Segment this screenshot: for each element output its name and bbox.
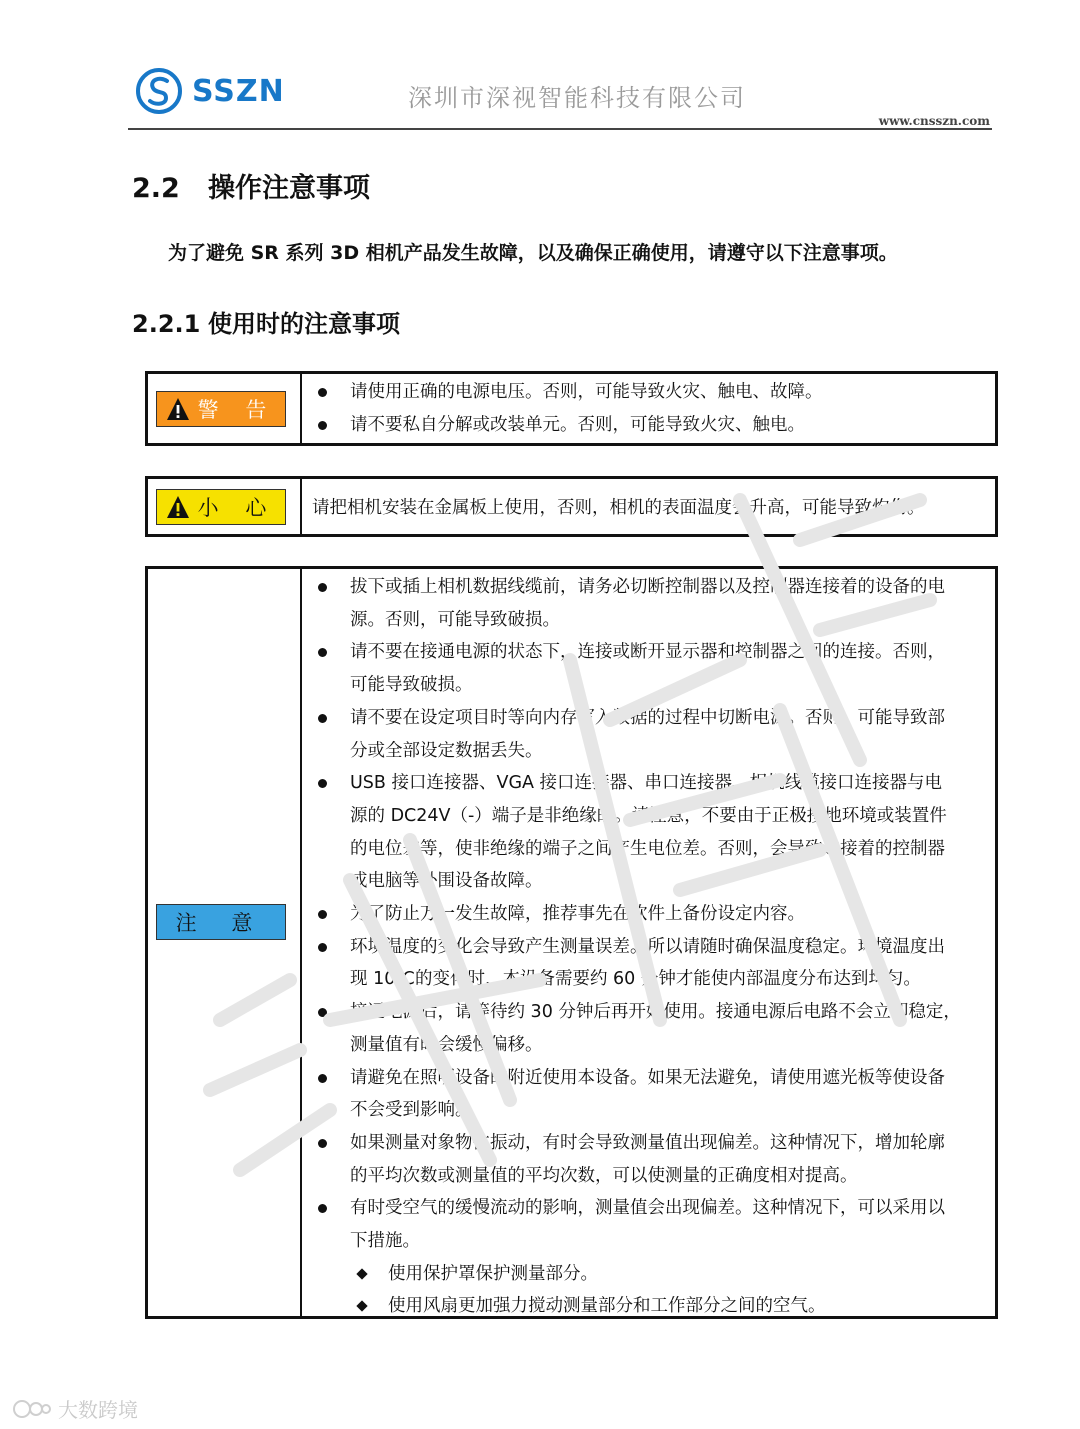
sub-list-item: 使用风扇更加强力搅动测量部分和工作部分之间的空气。 (308, 1290, 987, 1323)
warning-triangle-icon (166, 397, 190, 421)
warning-badge (156, 391, 286, 427)
section-title: 操作注意事项 (208, 173, 370, 204)
list-item-line: 现 10℃的变化时，本设备需要约 60 分钟才能使内部温度分布达到均匀。 (350, 969, 921, 990)
list-item-line: 的电位差等，使非绝缘的端子之间产生电位差。否则，会导致连接着的控制器 (350, 838, 945, 859)
list-item-line: 可能导致破损。 (350, 675, 473, 696)
list-item-line: 有时受空气的缓慢流动的影响，测量值会出现偏差。这种情况下，可以采用以 (350, 1198, 945, 1219)
diamond-bullet-icon (356, 1301, 367, 1312)
website-url: www.cnsszn.com (878, 114, 990, 128)
list-item-line: 不会受到影响。 (350, 1100, 473, 1121)
section-intro: 为了避免 SR 系列 3D 相机产品发生故障，以及确保正确使用，请遵守以下注意事项。 (168, 242, 898, 264)
logo-text: SSZN (192, 74, 285, 109)
bullet-icon (318, 648, 327, 657)
bullet-icon (318, 779, 327, 788)
note-label-cell (148, 569, 302, 1316)
bullet-icon (318, 1139, 327, 1148)
list-item-line: 源的 DC24V（-）端子是非绝缘的。请注意，不要由于正极接地环境或装置件 (350, 805, 947, 826)
list-item-line: 分或全部设定数据丢失。 (350, 740, 543, 761)
list-item (308, 996, 987, 1061)
caution-label-cell (148, 479, 302, 534)
caution-badge (156, 489, 286, 525)
note-label: 注 意 (175, 911, 267, 935)
bullet-icon (318, 1074, 327, 1083)
list-item (308, 1127, 987, 1192)
list-item (308, 571, 987, 636)
list-item: 请使用正确的电源电压。否则，可能导致火灾、触电、故障。 (308, 376, 987, 409)
list-item: 请不要私自分解或改装单元。否则，可能导致火灾、触电。 (308, 409, 987, 442)
bullet-icon (318, 583, 327, 592)
subsection-heading (132, 304, 400, 339)
caution-label: 小 心 (197, 496, 277, 520)
section-number: 2.2 (132, 173, 180, 204)
list-item (308, 898, 987, 931)
list-item-line: 接通电源后，请等待约 30 分钟后再开始使用。接通电源后电路不会立即稳定， (350, 1002, 961, 1023)
bullet-icon (318, 1204, 327, 1213)
list-item-line: 请不要在设定项目时等向内存写入数据的过程中切断电源。否则，可能导致部 (350, 707, 945, 728)
note-content (308, 571, 987, 1323)
warning-label: 警 告 (197, 398, 277, 422)
list-item-line: 拔下或插上相机数据线缆前，请务必切断控制器以及控制器连接着的设备的电 (350, 577, 945, 597)
caution-box (145, 476, 998, 537)
list-item (308, 1192, 987, 1257)
subsection-title: 使用时的注意事项 (208, 310, 400, 338)
sub-list-item: 使用保护罩保护测量部分。 (308, 1258, 987, 1291)
subsection-number: 2.2.1 (132, 310, 201, 338)
bullet-icon (318, 910, 327, 919)
bullet-icon (318, 943, 327, 952)
list-item-line: 请避免在照明设备的附近使用本设备。如果无法避免，请使用遮光板等使设备 (350, 1067, 945, 1088)
page-header (128, 60, 992, 132)
list-item-line: 环境温度的变化会导致产生测量误差。所以请随时确保温度稳定。环境温度出 (350, 936, 945, 957)
company-name: 深圳市深视智能科技有限公司 (408, 84, 746, 112)
footer-watermark (12, 1394, 138, 1423)
footer-watermark-text: 大数跨境 (58, 1398, 138, 1422)
list-item-line: 或电脑等外围设备故障。 (350, 871, 543, 892)
bullet-icon (318, 1008, 327, 1017)
diamond-bullet-icon (356, 1268, 367, 1279)
list-item-line: USB 接口连接器、VGA 接口连接器、串口连接器、相机线缆接口连接器与电 (350, 773, 943, 794)
list-item-line: 为了防止万一发生故障，推荐事先在软件上备份设定内容。 (350, 904, 805, 925)
caution-triangle-icon (166, 495, 190, 519)
list-item (308, 1062, 987, 1127)
caution-text: 请把相机安装在金属板上使用，否则，相机的表面温度会升高，可能导致灼伤。 (312, 498, 925, 518)
list-item-line: 下措施。 (350, 1231, 420, 1252)
list-item (308, 767, 987, 898)
list-item (308, 636, 987, 701)
header-divider (128, 128, 992, 130)
chat-bubble-icon (12, 1397, 52, 1421)
warning-label-cell (148, 374, 302, 443)
warning-content (308, 376, 987, 441)
section-heading (132, 166, 370, 205)
bullet-icon (318, 714, 327, 723)
list-item-line: 测量值有时会缓慢偏移。 (350, 1034, 543, 1055)
list-item-line: 请不要在接通电源的状态下，连接或断开显示器和控制器之间的连接。否则， (350, 642, 945, 663)
list-item-line: 如果测量对象物体振动，有时会导致测量值出现偏差。这种情况下，增加轮廓 (350, 1132, 945, 1153)
note-box (145, 566, 998, 1319)
list-item (308, 931, 987, 996)
list-item (308, 702, 987, 767)
caution-content (308, 492, 987, 524)
list-item-line: 的平均次数或测量值的平均次数，可以使测量的正确度相对提高。 (350, 1165, 858, 1186)
list-item-line: 源。否则，可能导致破损。 (350, 609, 560, 630)
note-badge (156, 904, 286, 940)
warning-box (145, 371, 998, 446)
sszn-logo-icon (136, 68, 182, 114)
